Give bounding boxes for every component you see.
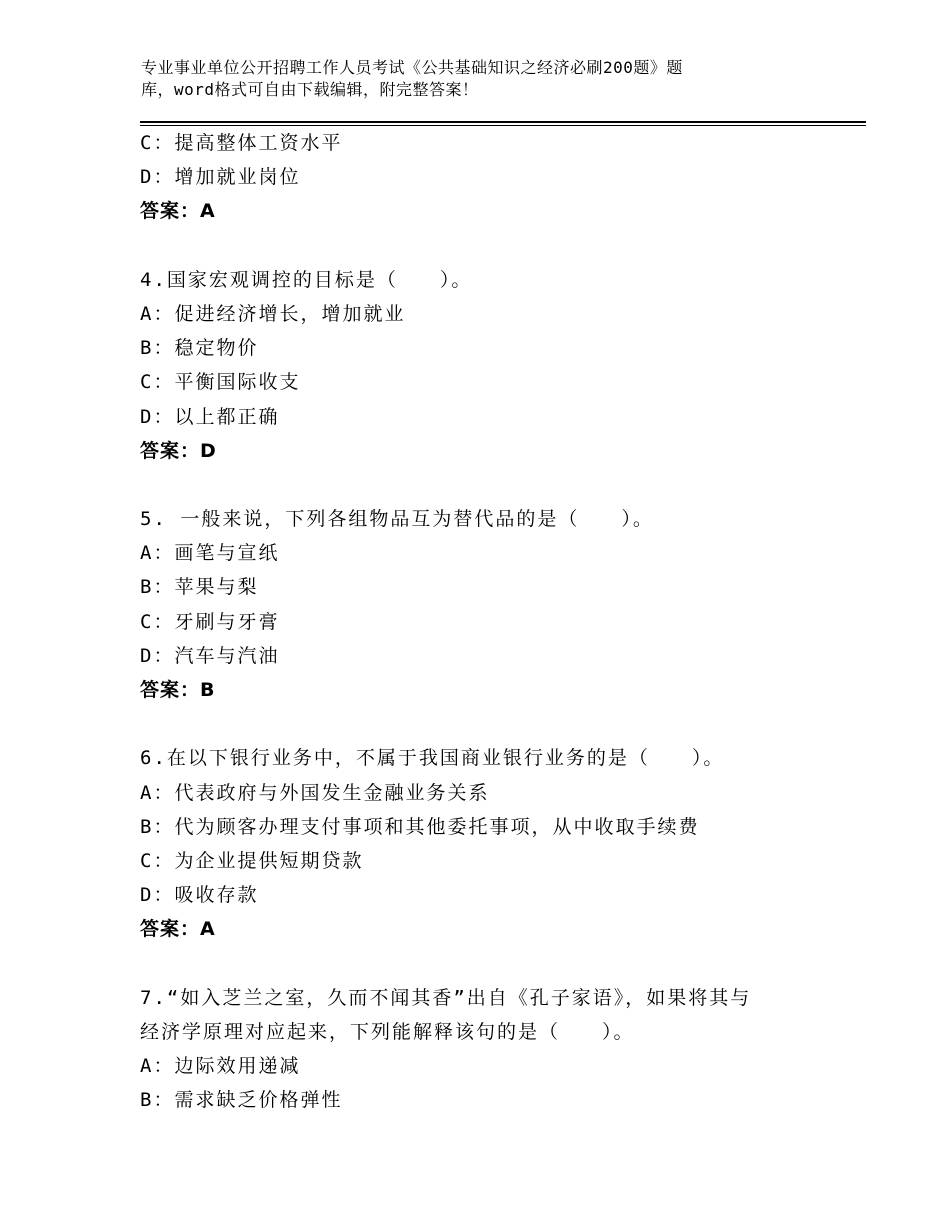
header-line-2: 库，word格式可自由下载编辑，附完整答案！ bbox=[141, 80, 479, 99]
header-line-1: 专业事业单位公开招聘工作人员考试《公共基础知识之经济必刷200题》题 bbox=[141, 58, 683, 77]
header-rule-thick bbox=[140, 121, 866, 123]
q5-option-c: C：牙刷与牙膏 bbox=[140, 610, 280, 633]
q3-option-c: C：提高整体工资水平 bbox=[140, 132, 343, 154]
question-list bbox=[140, 126, 860, 1117]
q5-stem: 5. 一般来说，下列各组物品互为替代品的是（ ）。 bbox=[140, 508, 654, 531]
q4-option-d: D：以上都正确 bbox=[140, 405, 280, 428]
q7-stem-line-1: 7.“如入芝兰之室，久而不闻其香”出自《孔子家语》，如果将其与 bbox=[140, 986, 752, 1009]
spacer bbox=[140, 707, 860, 741]
spacer bbox=[140, 947, 860, 981]
q4-option-b: B：稳定物价 bbox=[140, 337, 259, 360]
q3-option-d: D：增加就业岗位 bbox=[140, 166, 301, 189]
document-header bbox=[141, 57, 781, 101]
q5-option-a: A：画笔与宣纸 bbox=[140, 542, 280, 565]
q6-option-d: D：吸收存款 bbox=[140, 884, 259, 907]
q6-stem: 6.在以下银行业务中，不属于我国商业银行业务的是（ ）。 bbox=[140, 747, 725, 770]
q5-option-b: B：苹果与梨 bbox=[140, 576, 259, 599]
q6-option-b: B：代为顾客办理支付事项和其他委托事项，从中收取手续费 bbox=[140, 815, 700, 838]
q6-option-c: C：为企业提供短期贷款 bbox=[140, 849, 364, 872]
q7-option-a: A：边际效用递减 bbox=[140, 1055, 301, 1078]
q5-option-d: D：汽车与汽油 bbox=[140, 644, 280, 667]
q4-stem: 4.国家宏观调控的目标是（ ）。 bbox=[140, 268, 473, 291]
q7-stem-line-2: 经济学原理对应起来，下列能解释该句的是（ ）。 bbox=[140, 1020, 635, 1043]
q4-answer: 答案：D bbox=[140, 439, 217, 462]
q7-option-b: B：需求缺乏价格弹性 bbox=[140, 1089, 343, 1112]
spacer bbox=[140, 468, 860, 502]
q5-answer: 答案：B bbox=[140, 679, 216, 701]
q3-answer: 答案：A bbox=[140, 200, 216, 223]
q4-option-a: A：促进经济增长，增加就业 bbox=[140, 302, 406, 325]
q6-option-a: A：代表政府与外国发生金融业务关系 bbox=[140, 781, 490, 804]
q6-answer: 答案：A bbox=[140, 918, 216, 941]
spacer bbox=[140, 229, 860, 263]
q4-option-c: C：平衡国际收支 bbox=[140, 371, 301, 394]
